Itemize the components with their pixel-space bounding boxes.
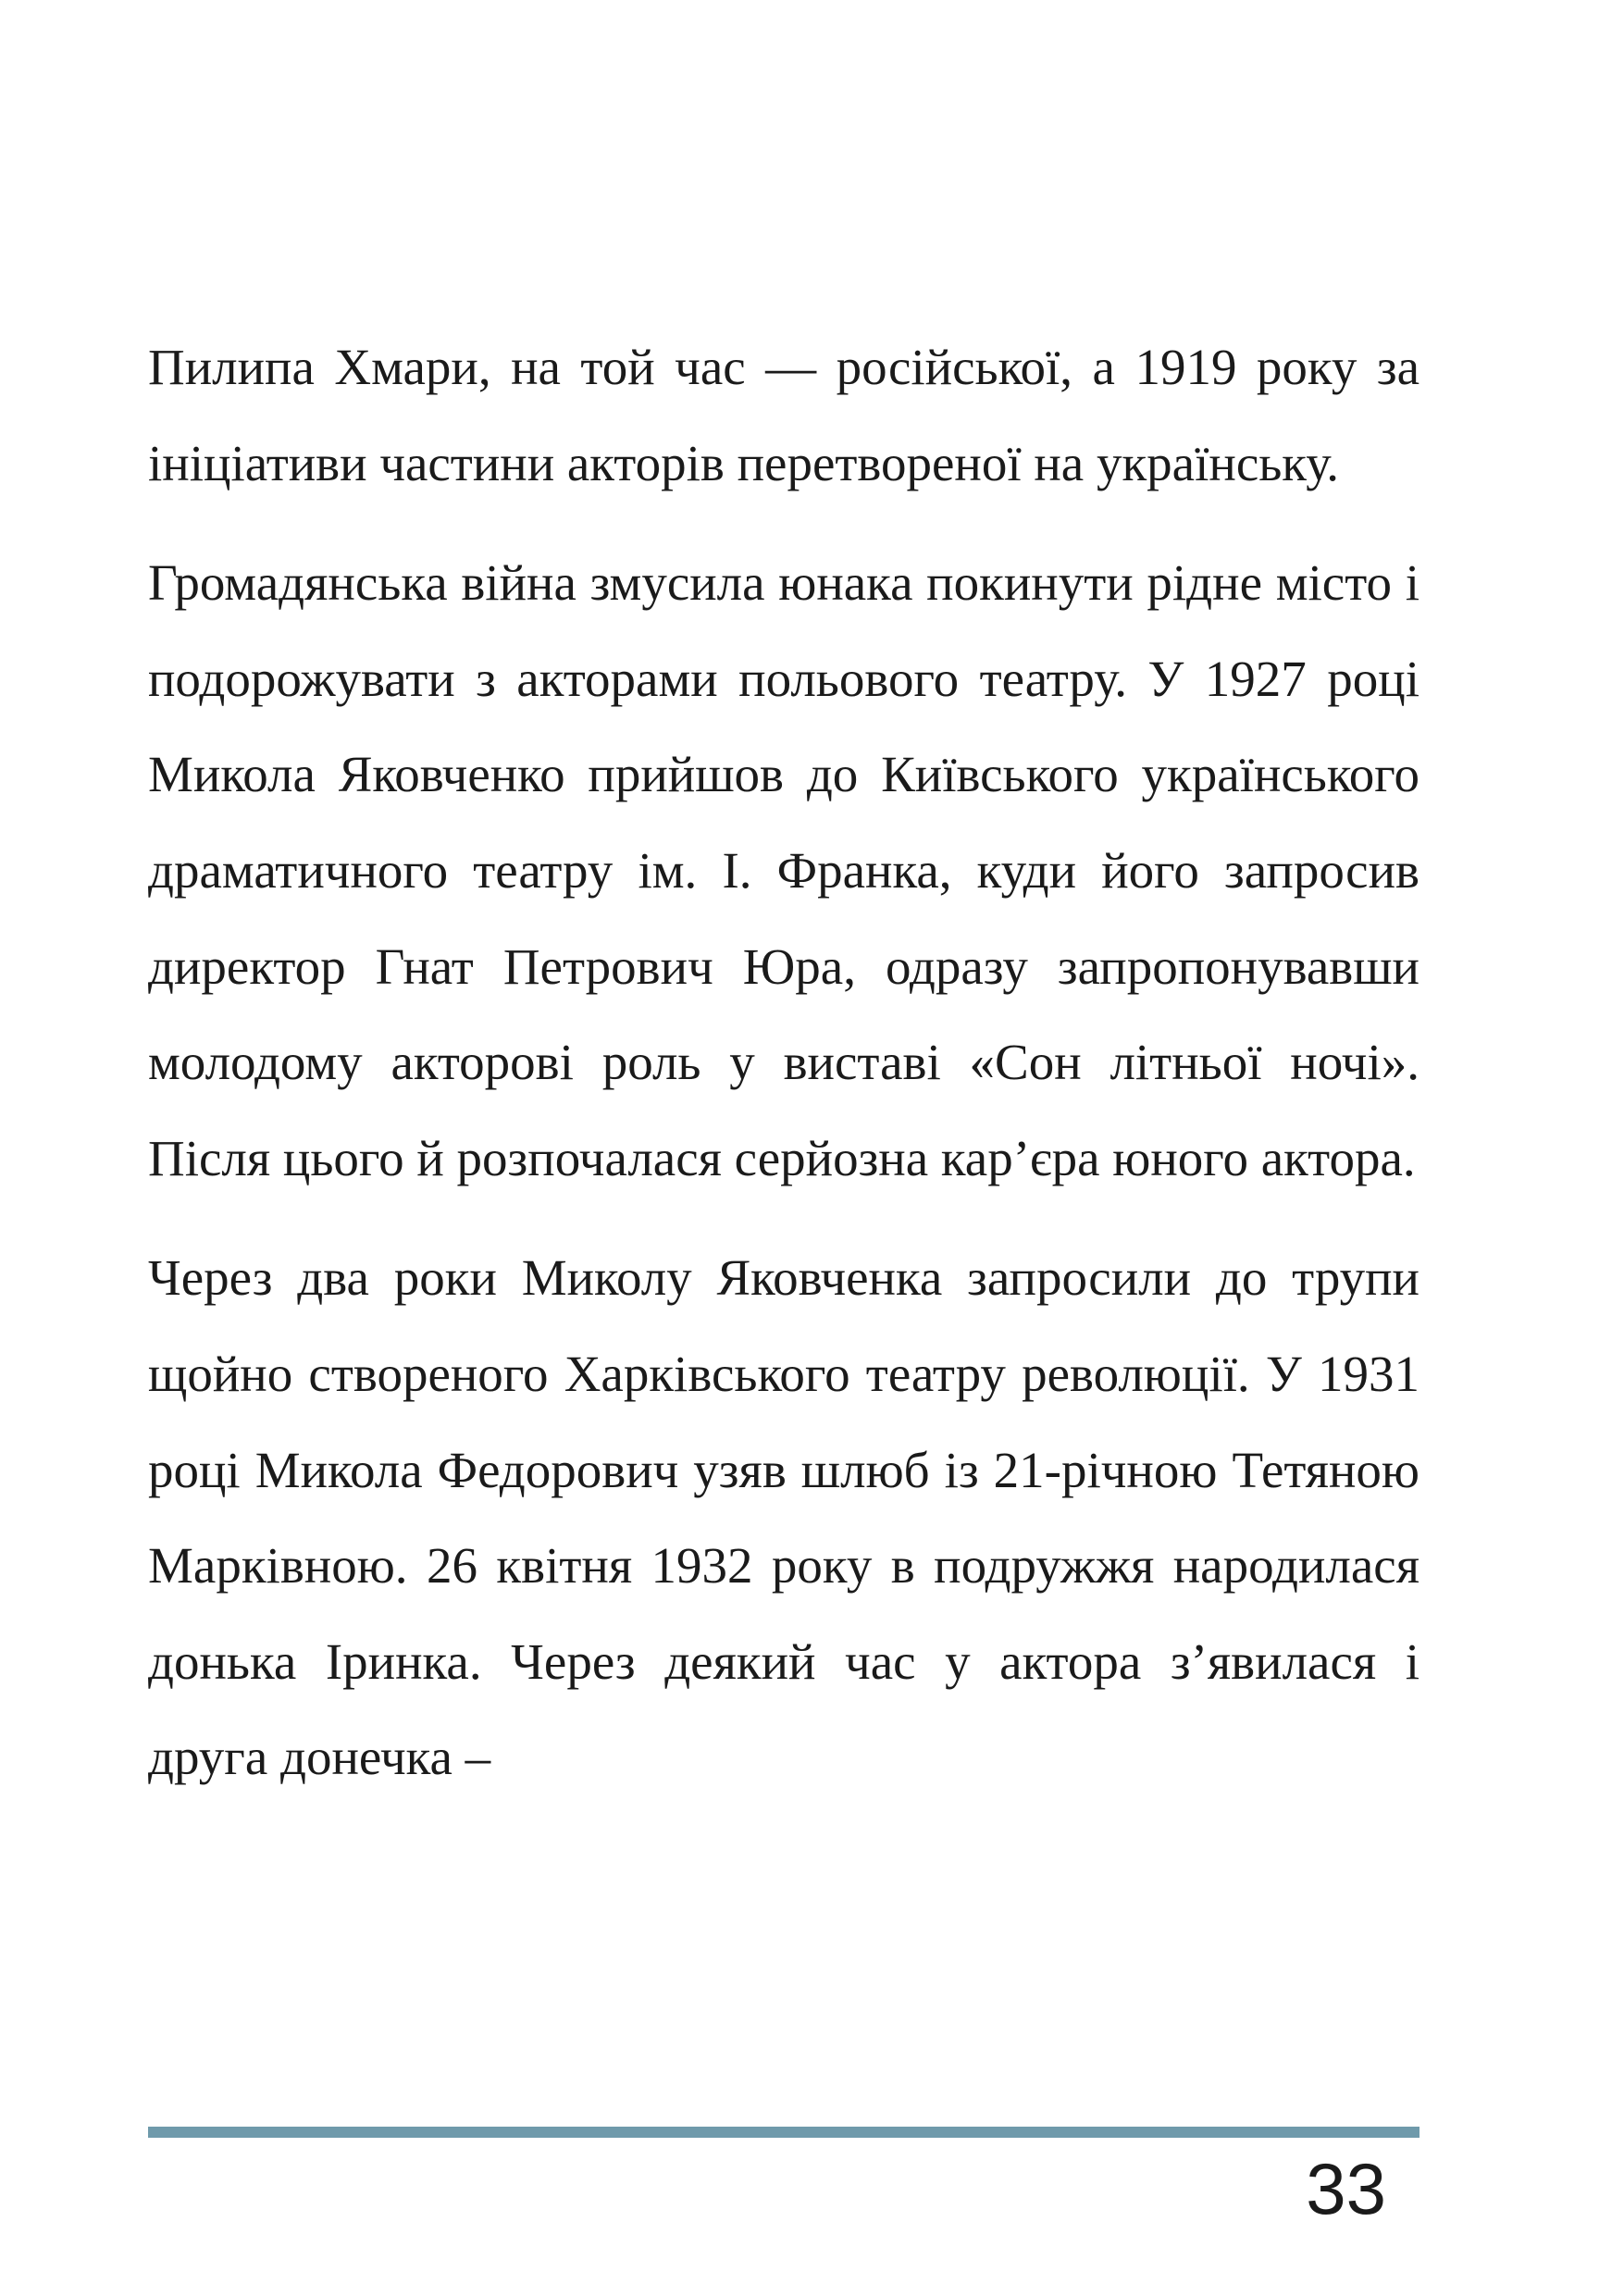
page-body <box>148 319 1419 1806</box>
page-number: 33 <box>1306 2148 1386 2229</box>
paragraph-3: Через два роки Миколу Яковченка запросили до трупи щойно створеного Харківського театру революції. У 1931 році Микола Федорович узяв шлюб із 21-річною Тетяною Марківною. 26 квітня 1932 року в подружжя народилася донька Іринка. Через деякий час у актора з’явилася і друга донечка – <box>148 1249 1419 1786</box>
paragraph-1: Пилипа Хмари, на той час — російської, а 1919 року за ініціативи частини акторів перетвореної на українську. <box>148 339 1419 491</box>
paragraph-2: Громадянська війна змусила юнака покинути рідне місто і подорожувати з акторами польового театру. У 1927 році Микола Яковченко прийшов до Київського українського драматичного театру ім. І. Франка, куди його запросив директор Гнат Петрович Юра, одразу запропонувавши молодому акторові роль у виставі «Сон літньої ночі». Після цього й розпочалася серйозна кар’єра юного актора. <box>148 554 1419 1186</box>
footer-divider <box>148 2127 1419 2138</box>
